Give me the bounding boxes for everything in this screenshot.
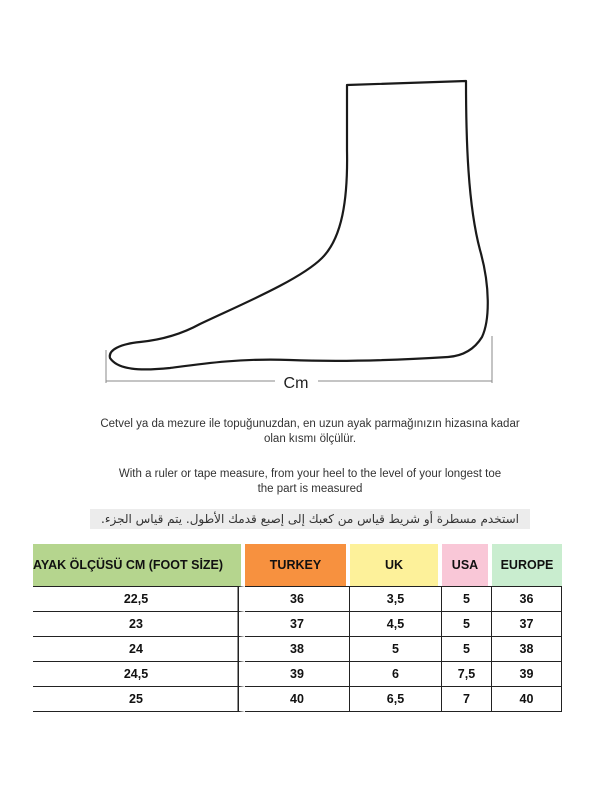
foot-outline: [110, 81, 488, 369]
measure-label: Cm: [283, 375, 309, 392]
cell-foot-size: 25: [33, 687, 245, 712]
cell-europe: 39: [492, 662, 562, 687]
cell-uk: 4,5: [350, 612, 442, 637]
size-table-header-row: [33, 544, 562, 586]
cell-turkey: 36: [245, 586, 350, 612]
cell-uk: 6,5: [350, 687, 442, 712]
cell-usa: 5: [442, 612, 492, 637]
cell-europe: 40: [492, 687, 562, 712]
cell-turkey: 39: [245, 662, 350, 687]
cell-uk: 3,5: [350, 586, 442, 612]
cell-foot-size: 24,5: [33, 662, 245, 687]
cell-turkey: 37: [245, 612, 350, 637]
cell-usa: 7,5: [442, 662, 492, 687]
instruction-turkish-line-2: olan kısmı ölçülür.: [263, 433, 357, 445]
instruction-arabic: استخدم مسطرة أو شريط قياس من كعبك إلى إصبع قدمك الأطول. يتم قياس الجزء.: [90, 509, 530, 529]
header-foot-size: AYAK ÖLÇÜSÜ CM (FOOT SİZE): [33, 544, 245, 586]
header-turkey: TURKEY: [245, 544, 350, 586]
table-row: [33, 612, 562, 637]
cell-usa: 7: [442, 687, 492, 712]
cell-turkey: 40: [245, 687, 350, 712]
table-row: [33, 687, 562, 712]
size-chart-table: [33, 544, 562, 712]
cell-uk: 5: [350, 637, 442, 662]
cell-turkey: 38: [245, 637, 350, 662]
cell-usa: 5: [442, 586, 492, 612]
table-row: [33, 586, 562, 612]
cell-foot-size: 24: [33, 637, 245, 662]
cell-usa: 5: [442, 637, 492, 662]
instruction-turkish: [60, 417, 560, 447]
cell-uk: 6: [350, 662, 442, 687]
cell-foot-size: 22,5: [33, 586, 245, 612]
instruction-english-line-1: With a ruler or tape measure, from your heel to the level of your longest toe: [118, 468, 502, 480]
instruction-turkish-line-1: Cetvel ya da mezure ile topuğunuzdan, en uzun ayak parmağınızın hizasına kadar: [100, 418, 520, 430]
cell-foot-size: 23: [33, 612, 245, 637]
instruction-english: [60, 467, 560, 497]
table-row: [33, 662, 562, 687]
table-row: [33, 637, 562, 662]
cell-europe: 38: [492, 637, 562, 662]
cell-europe: 37: [492, 612, 562, 637]
cell-europe: 36: [492, 586, 562, 612]
header-usa: USA: [442, 544, 492, 586]
header-europe: EUROPE: [492, 544, 562, 586]
header-uk: UK: [350, 544, 442, 586]
instruction-english-line-2: the part is measured: [257, 483, 363, 495]
